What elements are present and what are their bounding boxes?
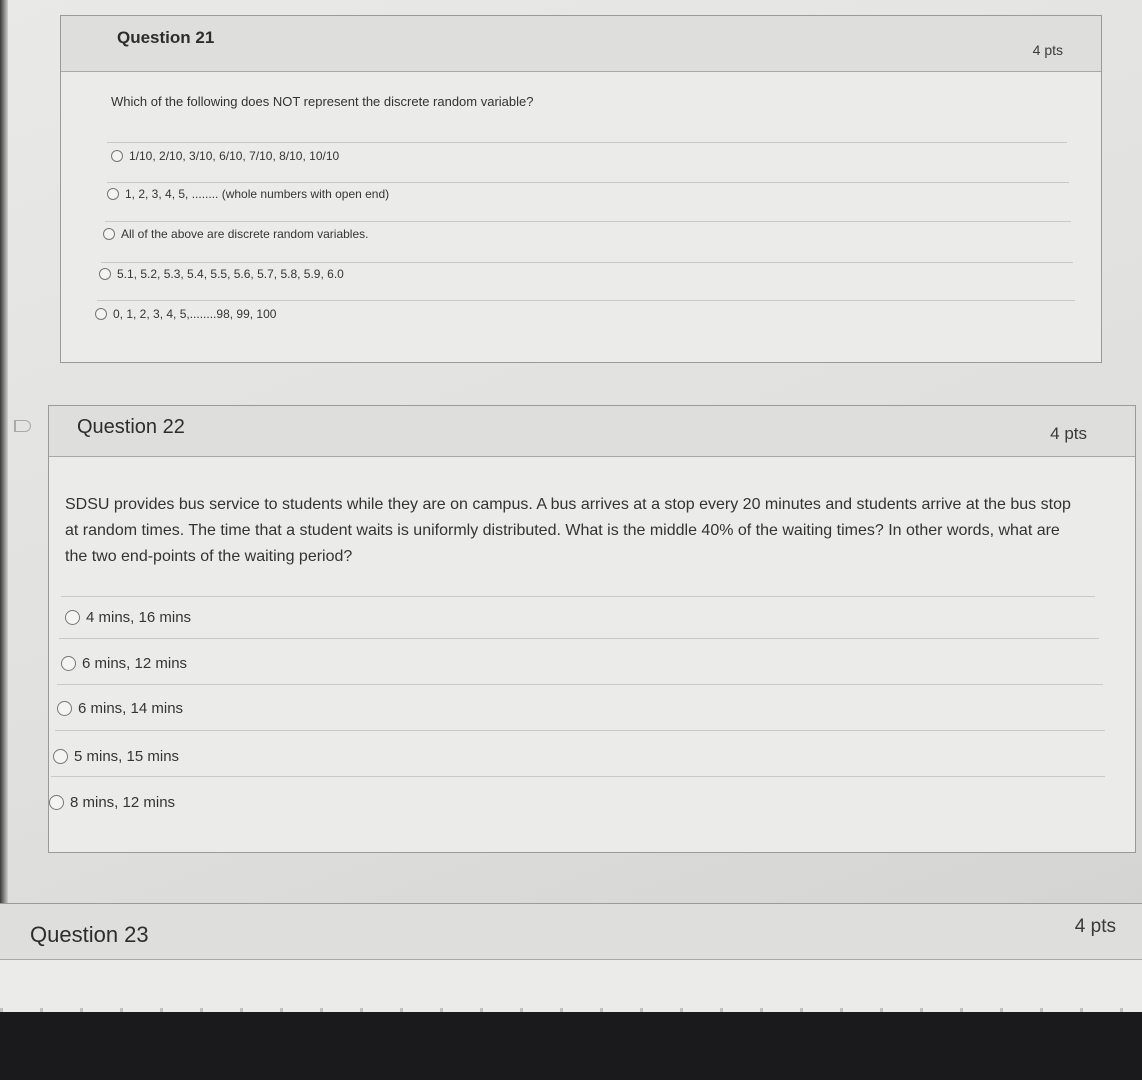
radio-button-icon[interactable] <box>53 749 68 764</box>
radio-button-icon[interactable] <box>61 656 76 671</box>
radio-button-icon[interactable] <box>57 701 72 716</box>
question-23-card <box>0 903 1142 1025</box>
divider <box>51 776 1105 777</box>
answer-option[interactable] <box>53 748 179 765</box>
answer-option-label: 0, 1, 2, 3, 4, 5,........98, 99, 100 <box>113 307 277 321</box>
divider <box>61 596 1095 597</box>
divider <box>57 684 1103 685</box>
question-21-title: Question 21 <box>117 28 215 47</box>
question-21-header <box>61 16 1101 72</box>
monitor-bezel <box>0 1012 1142 1080</box>
answer-option-label: 4 mins, 16 mins <box>86 609 192 626</box>
answer-option-label: 6 mins, 14 mins <box>78 700 184 717</box>
answer-option-label: 1/10, 2/10, 3/10, 6/10, 7/10, 8/10, 10/10 <box>129 149 340 163</box>
radio-button-icon[interactable] <box>99 268 111 280</box>
screen-edge-shadow <box>0 0 8 1012</box>
divider <box>107 142 1067 143</box>
radio-button-icon[interactable] <box>95 308 107 320</box>
divider <box>105 221 1071 222</box>
question-22-card <box>48 405 1136 853</box>
answer-option[interactable] <box>99 267 344 281</box>
answer-option-label: 1, 2, 3, 4, 5, ........ (whole numbers with open end) <box>125 187 390 201</box>
answer-option[interactable] <box>57 700 183 717</box>
radio-button-icon[interactable] <box>107 188 119 200</box>
question-22-title: Question 22 <box>77 416 185 438</box>
answer-option[interactable] <box>111 149 339 163</box>
answer-option[interactable] <box>103 227 368 241</box>
divider <box>97 300 1075 301</box>
answer-option[interactable] <box>95 307 276 321</box>
question-23-points: 4 pts <box>1074 916 1116 937</box>
divider <box>101 262 1073 263</box>
question-21-prompt: Which of the following does NOT represent the discrete random variable? <box>111 94 534 109</box>
answer-option[interactable] <box>107 187 389 201</box>
question-22-prompt: SDSU provides bus service to students while they are on campus. A bus arrives at a stop every 20 minutes and students arrive at the bus stop at random times. The time that a student waits is uniformly distributed. What is the middle 40% of the waiting times? In other words, what are the two end-points of the waiting period? <box>65 496 1071 565</box>
radio-button-icon[interactable] <box>103 228 115 240</box>
answer-option[interactable] <box>49 794 175 811</box>
question-22-points: 4 pts <box>1050 424 1087 443</box>
answer-option[interactable] <box>61 655 187 672</box>
answer-option[interactable] <box>65 609 191 626</box>
question-23-header <box>0 904 1142 960</box>
answer-option-label: 5.1, 5.2, 5.3, 5.4, 5.5, 5.6, 5.7, 5.8, 5.9, 6.0 <box>117 267 344 281</box>
divider <box>107 182 1069 183</box>
answer-option-label: All of the above are discrete random variables. <box>121 227 369 241</box>
answer-option-label: 8 mins, 12 mins <box>70 794 176 811</box>
radio-button-icon[interactable] <box>49 795 64 810</box>
question-22-header <box>49 406 1135 457</box>
radio-button-icon[interactable] <box>111 150 123 162</box>
divider <box>59 638 1099 639</box>
radio-button-icon[interactable] <box>65 610 80 625</box>
flag-question-22-icon[interactable] <box>14 420 31 432</box>
question-23-title: Question 23 <box>30 922 149 947</box>
answer-option-label: 5 mins, 15 mins <box>74 748 180 765</box>
divider <box>55 730 1105 731</box>
answer-option-label: 6 mins, 12 mins <box>82 655 188 672</box>
question-21-card <box>60 15 1102 363</box>
question-21-points: 4 pts <box>1032 42 1063 58</box>
